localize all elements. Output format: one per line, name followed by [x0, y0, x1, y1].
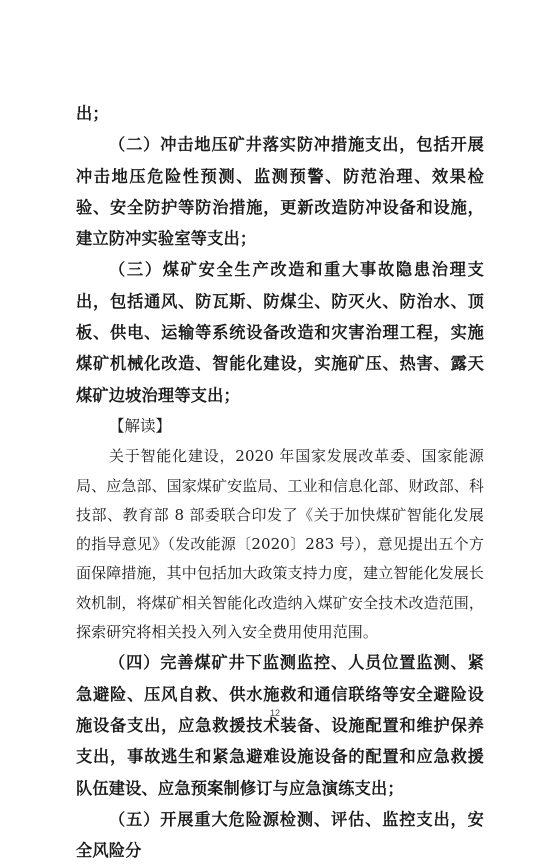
paragraph-item-2: （二）冲击地压矿井落实防冲措施支出，包括开展冲击地压危险性预测、监测预警、防范治理、效果检验、安全防护等防治措施，更新改造防冲设备和设施，建立防冲实验室等支出；	[76, 135, 484, 249]
paragraph-item-5: （五）开展重大危险源检测、评估、监控支出，安全风险分	[76, 809, 484, 861]
paragraph-item-3: （三）煤矿安全生产改造和重大事故隐患治理支出，包括通风、防瓦斯、防煤尘、防灭火、防治水、顶板、供电、运输等系统设备改造和灾害治理工程，实施煤矿机械化改造、智能化建设，实施矿压、热害、露天煤矿边坡治理等支出；	[76, 260, 484, 405]
interpretation-paragraph: 关于智能化建设，2020 年国家发展改革委、国家能源局、应急部、国家煤矿安监局、工业和信息化部、财政部、科技部、教育部 8 部委联合印发了《关于加快煤矿智能化发展的指导意见》（发改能源〔2020〕283 号），意见提出五个方面保障措施，其中包括加大政策支持力度，建立智能化发展长效机制，将煤矿相关智能化改造纳入煤矿安全技术改造范围，探索研究将相关投入列入安全费用使用范围。	[76, 447, 484, 642]
paragraph-continuation: 出；	[76, 104, 109, 123]
paragraph-item-4: （四）完善煤矿井下监测监控、人员位置监测、紧急避险、压风自救、供水施救和通信联络等安全避险设施设备支出，应急救援技术装备、设施配置和维护保养支出，事故逃生和紧急避难设施设备的配置和应急救援队伍建设、应急预案制修订与应急演练支出；	[76, 653, 484, 798]
document-body	[76, 98, 484, 866]
page-number: 12	[269, 708, 280, 718]
interpretation-heading: 【解读】	[109, 416, 172, 435]
